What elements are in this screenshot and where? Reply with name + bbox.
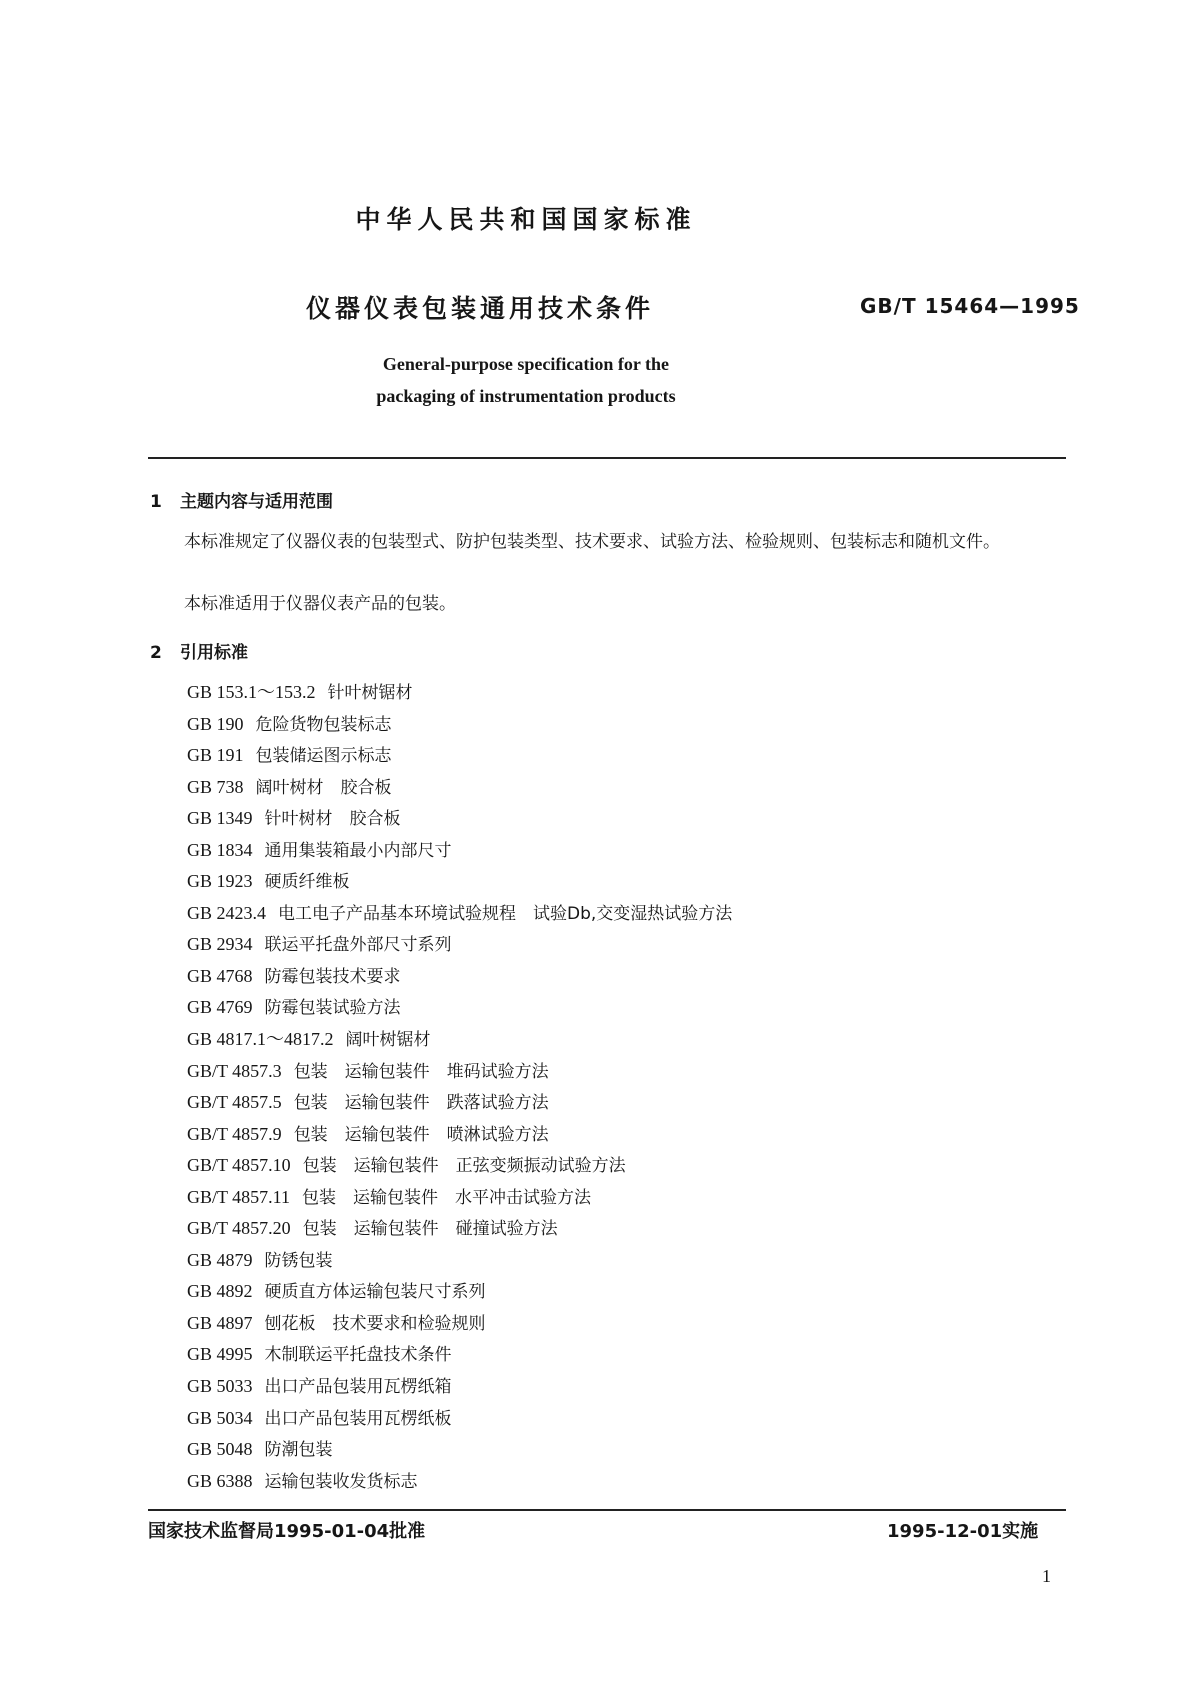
reference-item — [187, 1245, 732, 1277]
reference-item — [187, 740, 732, 772]
reference-item — [187, 1119, 732, 1151]
reference-item — [187, 803, 732, 835]
reference-code: GB/T 4857.20 — [187, 1218, 291, 1239]
reference-code: GB 4897 — [187, 1312, 253, 1333]
reference-title: 阔叶树锯材 — [345, 1030, 431, 1051]
section-2-heading — [150, 638, 248, 663]
reference-item — [187, 1213, 732, 1245]
reference-title: 危险货物包装标志 — [255, 714, 392, 735]
reference-title: 包装 运输包装件 喷淋试验方法 — [293, 1124, 549, 1145]
reference-title: 木制联运平托盘技术条件 — [264, 1345, 452, 1366]
document-title-en — [0, 348, 1052, 412]
reference-code: GB 2423.4 — [187, 902, 267, 923]
reference-title: 包装 运输包装件 碰撞试验方法 — [302, 1219, 558, 1240]
section-1-number: 1 — [150, 492, 162, 512]
reference-code: GB/T 4857.10 — [187, 1155, 291, 1176]
reference-code: GB 1923 — [187, 871, 253, 892]
bottom-divider — [148, 1509, 1066, 1511]
reference-title: 运输包装收发货标志 — [264, 1471, 418, 1492]
reference-code: GB/T 4857.3 — [187, 1060, 282, 1081]
reference-item — [187, 1466, 732, 1498]
reference-code: GB 4817.1～4817.2 — [187, 1029, 334, 1050]
reference-code: GB/T 4857.11 — [187, 1186, 291, 1207]
implementation-date: 1995-12-01实施 — [887, 1521, 1039, 1542]
reference-item — [187, 992, 732, 1024]
reference-code: GB 4892 — [187, 1281, 253, 1302]
reference-title: 阔叶树材 胶合板 — [255, 777, 392, 798]
page-number: 1 — [1042, 1566, 1051, 1586]
reference-code: GB 4995 — [187, 1344, 253, 1365]
reference-code: GB 1834 — [187, 839, 253, 860]
reference-title: 硬质直方体运输包装尺寸系列 — [264, 1282, 486, 1303]
reference-item — [187, 1150, 732, 1182]
reference-title: 硬质纤维板 — [264, 872, 350, 893]
reference-title: 针叶树材 胶合板 — [264, 809, 401, 830]
reference-title: 包装 运输包装件 跌落试验方法 — [293, 1093, 549, 1114]
reference-title: 针叶树锯材 — [327, 683, 413, 703]
section-1-paragraph-2: 本标准适用于仪器仪表产品的包装。 — [184, 594, 456, 614]
reference-standards-list — [187, 677, 732, 1497]
section-1-paragraph-1: 本标准规定了仪器仪表的包装型式、防护包装类型、技术要求、试验方法、检验规则、包装标志和随机文件。 — [184, 532, 1000, 552]
national-standard-heading: 中华人民共和国国家标准 — [355, 205, 697, 234]
section-2-title: 引用标准 — [180, 643, 248, 663]
reference-item — [187, 1182, 732, 1214]
reference-code: GB 5033 — [187, 1376, 253, 1397]
reference-item — [187, 835, 732, 867]
title-en-line-2: packaging of instrumentation products — [376, 386, 676, 406]
reference-title: 包装储运图示标志 — [255, 746, 392, 767]
reference-item — [187, 1371, 732, 1403]
section-1-heading — [150, 487, 333, 512]
reference-item — [187, 1024, 732, 1056]
reference-code: GB 738 — [187, 776, 244, 797]
reference-title: 防潮包装 — [264, 1440, 333, 1461]
reference-code: GB 5048 — [187, 1439, 253, 1460]
approval-date: 国家技术监督局1995-01-04批准 — [148, 1521, 426, 1542]
reference-title: 包装 运输包装件 正弦变频振动试验方法 — [302, 1156, 626, 1177]
reference-title: 出口产品包装用瓦楞纸板 — [264, 1408, 452, 1429]
reference-item — [187, 677, 732, 709]
reference-item — [187, 961, 732, 993]
reference-title: 防锈包装 — [264, 1250, 333, 1271]
top-divider — [148, 457, 1066, 459]
reference-item — [187, 1434, 732, 1466]
reference-code: GB 191 — [187, 745, 244, 766]
reference-code: GB 4879 — [187, 1249, 253, 1270]
reference-title: 包装 运输包装件 水平冲击试验方法 — [302, 1187, 592, 1208]
reference-title: 刨花板 技术要求和检验规则 — [264, 1313, 486, 1334]
section-2-number: 2 — [150, 643, 162, 663]
reference-item — [187, 1403, 732, 1435]
reference-item — [187, 898, 732, 930]
reference-item — [187, 1087, 732, 1119]
reference-code: GB 4768 — [187, 965, 253, 986]
reference-title: 通用集装箱最小内部尺寸 — [264, 840, 452, 861]
title-en-line-1: General-purpose specification for the — [382, 354, 670, 374]
reference-item — [187, 866, 732, 898]
reference-code: GB 153.1～153.2 — [187, 682, 316, 702]
reference-code: GB 2934 — [187, 934, 253, 955]
reference-title: 防霉包装试验方法 — [264, 998, 401, 1019]
reference-item — [187, 1339, 732, 1371]
reference-title: 包装 运输包装件 堆码试验方法 — [293, 1061, 549, 1082]
reference-code: GB 4769 — [187, 997, 253, 1018]
reference-item — [187, 929, 732, 961]
reference-item — [187, 1056, 732, 1088]
document-title-cn: 仪器仪表包装通用技术条件 — [306, 294, 655, 323]
reference-title: 防霉包装技术要求 — [264, 966, 401, 987]
reference-code: GB 5034 — [187, 1407, 253, 1428]
reference-item — [187, 1308, 732, 1340]
reference-code: GB 190 — [187, 713, 244, 734]
reference-code: GB/T 4857.9 — [187, 1123, 282, 1144]
reference-item — [187, 709, 732, 741]
reference-title: 电工电子产品基本环境试验规程 试验Db,交变湿热试验方法 — [278, 903, 733, 924]
reference-title: 联运平托盘外部尺寸系列 — [264, 935, 452, 956]
reference-code: GB 6388 — [187, 1470, 253, 1491]
reference-item — [187, 1276, 732, 1308]
standard-number: GB/T 15464—1995 — [860, 294, 1080, 318]
reference-code: GB/T 4857.5 — [187, 1092, 282, 1113]
reference-code: GB 1349 — [187, 808, 253, 829]
reference-title: 出口产品包装用瓦楞纸箱 — [264, 1377, 452, 1398]
reference-item — [187, 772, 732, 804]
section-1-title: 主题内容与适用范围 — [180, 492, 333, 512]
